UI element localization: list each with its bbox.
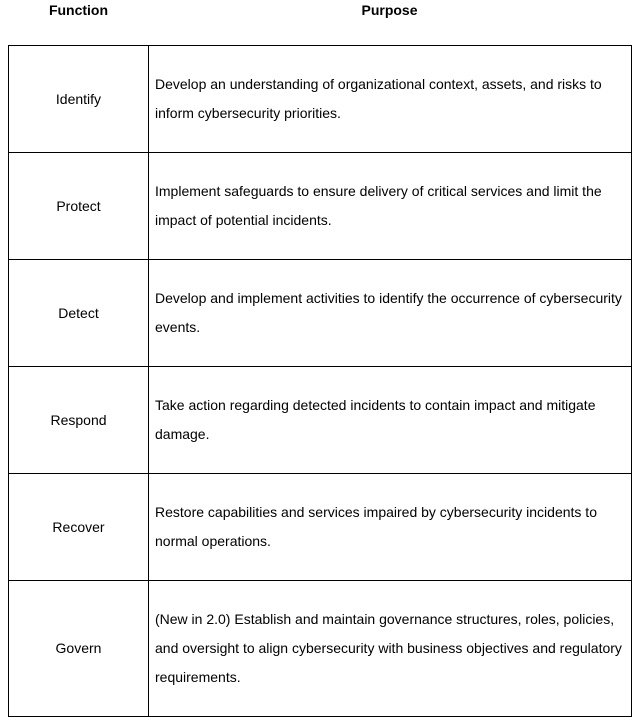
purpose-cell: Develop an understanding of organizational context, assets, and risks to inform cybersecurity priorities. <box>149 46 632 153</box>
table-row <box>9 46 632 153</box>
purpose-cell: Take action regarding detected incidents to contain impact and mitigate damage. <box>149 367 632 474</box>
column-header-function: Function <box>48 2 109 18</box>
function-cell: Govern <box>9 581 149 717</box>
purpose-cell: Implement safeguards to ensure delivery of critical services and limit the impact of potential incidents. <box>149 153 632 260</box>
function-cell: Respond <box>9 367 149 474</box>
purpose-cell: (New in 2.0) Establish and maintain governance structures, roles, policies, and oversight to align cybersecurity with business objectives and regulatory requirements. <box>149 581 632 717</box>
column-header-purpose: Purpose <box>361 2 418 18</box>
table-header <box>0 0 637 24</box>
table-row <box>9 260 632 367</box>
table-row <box>9 367 632 474</box>
purpose-cell: Develop and implement activities to identify the occurrence of cybersecurity events. <box>149 260 632 367</box>
table-row <box>9 581 632 717</box>
purpose-cell: Restore capabilities and services impaired by cybersecurity incidents to normal operations. <box>149 474 632 581</box>
function-cell: Detect <box>9 260 149 367</box>
functions-table <box>8 45 632 717</box>
function-cell: Recover <box>9 474 149 581</box>
table-row <box>9 474 632 581</box>
function-cell: Protect <box>9 153 149 260</box>
function-cell: Identify <box>9 46 149 153</box>
table-row <box>9 153 632 260</box>
